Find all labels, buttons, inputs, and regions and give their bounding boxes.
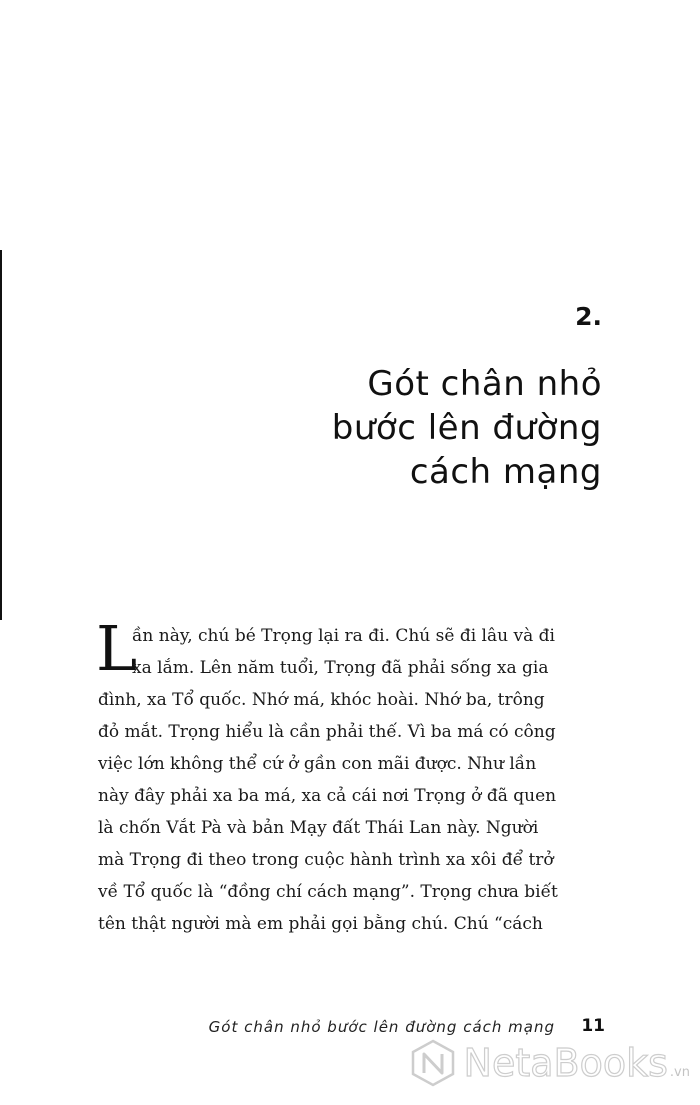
body-line: xa lắm. Lên năm tuổi, Trọng đã phải sống xa gia — [132, 658, 549, 678]
body-line: mà Trọng đi theo trong cuộc hành trình xa xôi để trở — [98, 850, 554, 870]
watermark — [408, 1038, 690, 1088]
chapter-title-line: bước lên đường — [331, 408, 602, 448]
chapter-title-line: Gót chân nhỏ — [367, 364, 602, 404]
body-line: về Tổ quốc là “đồng chí cách mạng”. Trọng chưa biết — [98, 882, 558, 902]
page-number: 11 — [581, 1016, 605, 1036]
chapter-number: 2. — [575, 302, 602, 331]
chapter-title-line: cách mạng — [409, 452, 602, 492]
chapter-title — [182, 362, 602, 494]
watermark-text: NetaBooks — [463, 1041, 668, 1085]
running-footer-title: Gót chân nhỏ bước lên đường cách mạng — [208, 1018, 555, 1036]
netabooks-logo-icon — [408, 1038, 458, 1088]
body-line: đỏ mắt. Trọng hiểu là cần phải thế. Vì ba má có công — [98, 722, 556, 742]
page-edge-line — [0, 250, 2, 620]
body-line: đình, xa Tổ quốc. Nhớ má, khóc hoài. Nhớ ba, trông — [98, 690, 545, 710]
body-paragraph — [96, 612, 618, 940]
body-line: việc lớn không thể cứ ở gần con mãi được. Như lần — [98, 754, 537, 774]
watermark-suffix: .vn — [669, 1065, 690, 1080]
body-line: này đây phải xa ba má, xa cả cái nơi Trọng ở đã quen — [98, 786, 557, 806]
body-line: ần này, chú bé Trọng lại ra đi. Chú sẽ đi lâu và đi — [132, 626, 555, 646]
body-line: là chốn Vắt Pà và bản Mạy đất Thái Lan này. Người — [98, 818, 539, 838]
body-line: tên thật người mà em phải gọi bằng chú. Chú “cách — [98, 914, 543, 934]
drop-cap: L — [96, 612, 138, 685]
